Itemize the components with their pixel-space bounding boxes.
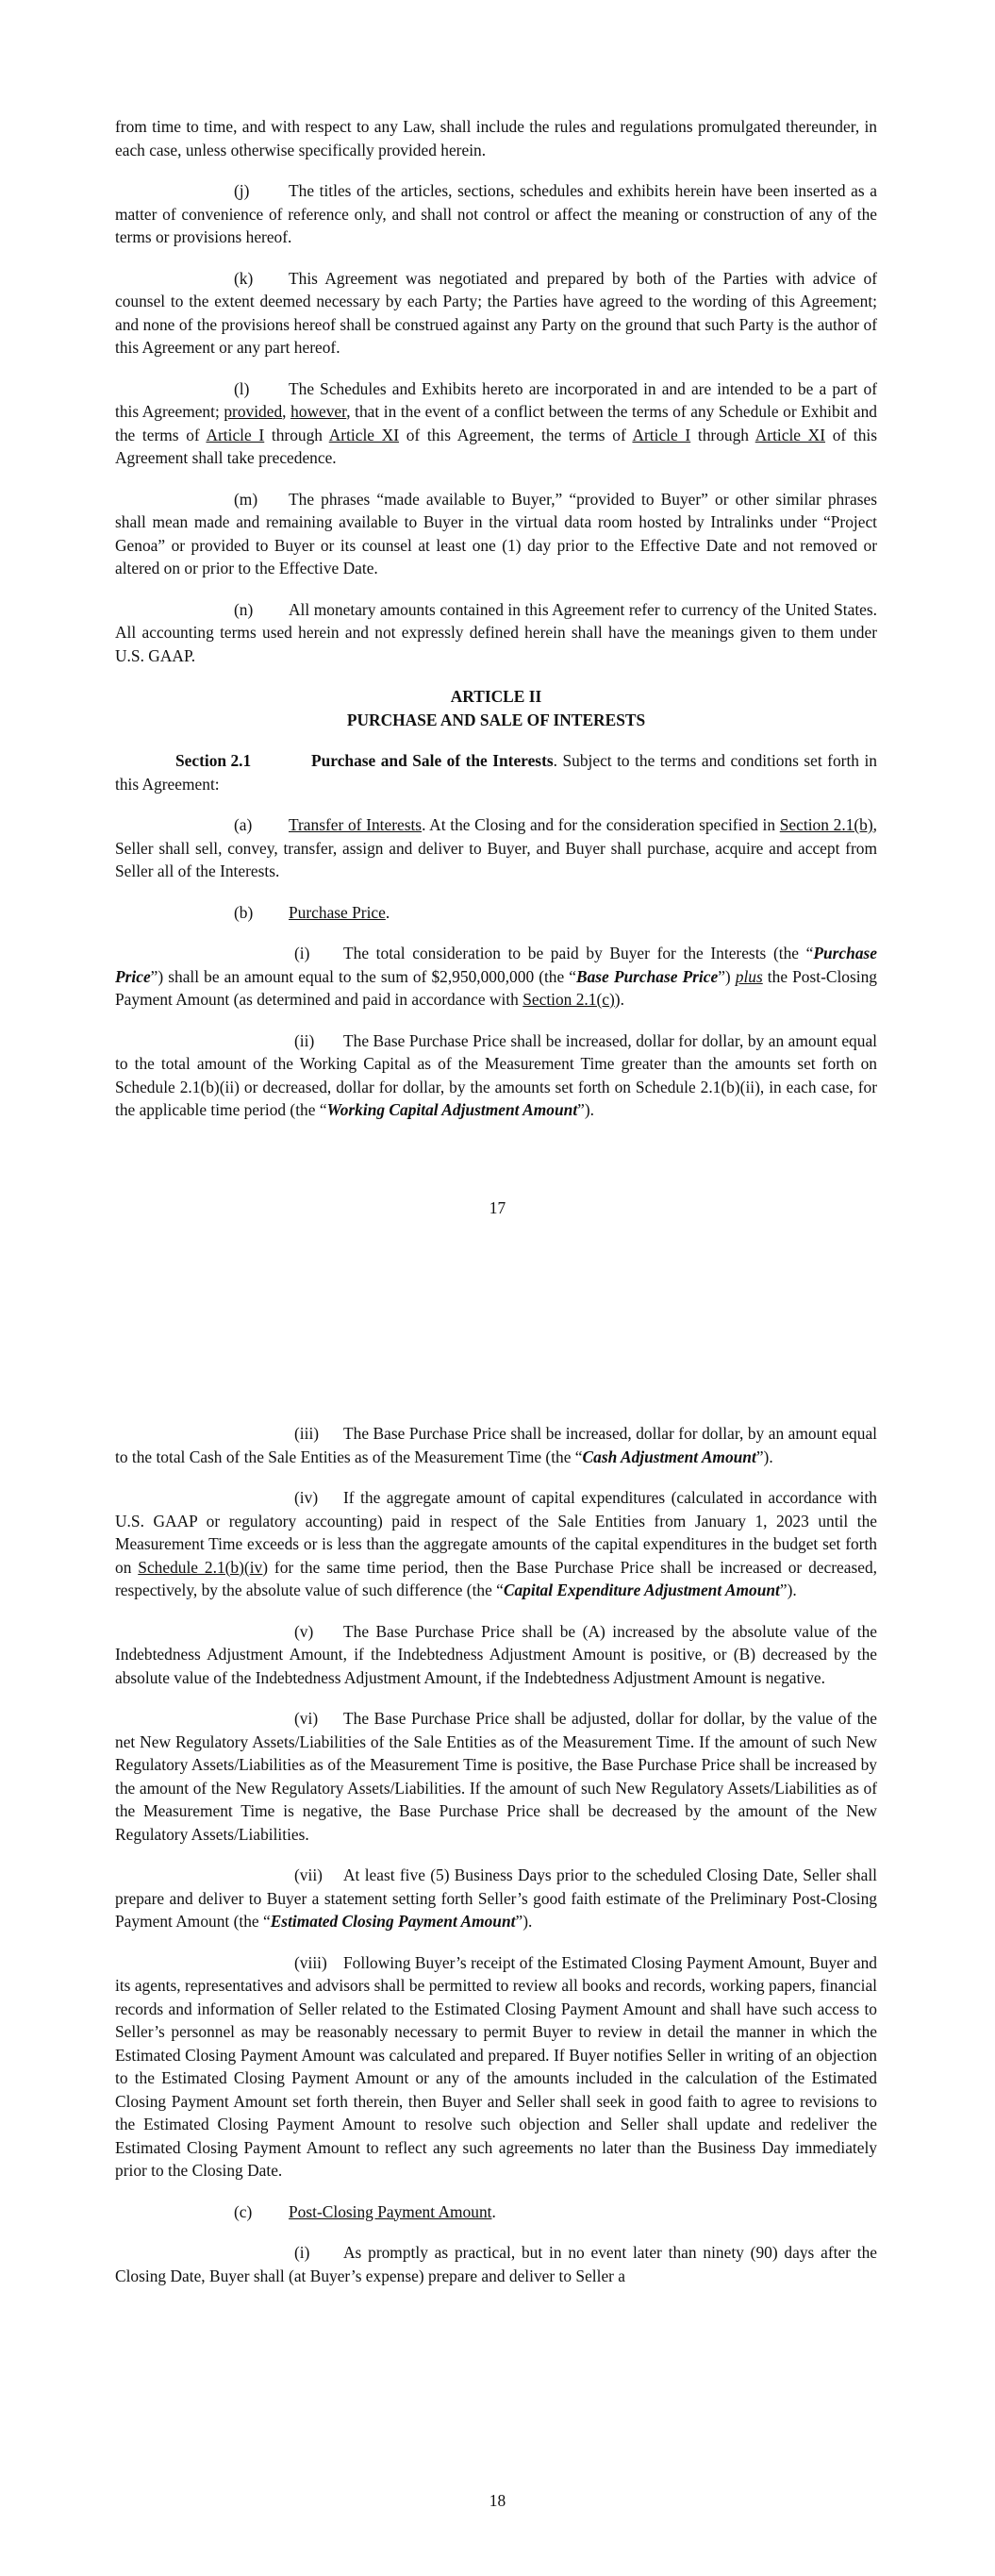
clause-label: (b) [234, 902, 254, 922]
underlined-term: however [290, 402, 347, 421]
section-reference: Section 2.1(b) [779, 815, 873, 834]
clause-b-iii [115, 1422, 877, 1468]
clause-text: Following Buyer’s receipt of the Estimated Closing Payment Amount, Buyer and its agents, representatives and advisors shall be permitted to review all books and records, working papers, financial records and information of Seller related to the Estimated Closing Payment Amount and shall have such access to Seller’s personnel as may be reasonably necessary to permit Buyer to review in detail the manner in which the Estimated Closing Payment Amount was calculated and prepared. If Buyer notifies Seller in writing of an objection to the Estimated Closing Payment Amount or any of the amounts included in the calculation of the Estimated Closing Payment Amount set forth therein, then Buyer and Seller shall seek in good faith to agree to revisions to the Estimated Closing Payment Amount to resolve such objection and Seller shall update and redeliver the Estimated Closing Payment Amount to reflect any such agreements no later than the Business Day immediately prior to the Closing Date. [115, 1952, 877, 2180]
clause-text: ”). [755, 1447, 773, 1466]
clause-text: . At the Closing and for the consideration specified in [422, 815, 780, 834]
clause-l [115, 377, 877, 470]
clause-text: The Schedules and Exhibits hereto are incorporated in and are intended to be a part of this Agreement; [115, 378, 877, 421]
clause-text: The Base Purchase Price shall be adjusted, dollar for dollar, by the value of the net New Regulatory Assets/Liabilities of the Sale Entities as of the Measurement Time. If the amount of such New Regulatory Assets/Liabilities as of the Measurement Time is positive, the Base Purchase Price shall be increased by the amount of the New Regulatory Assets/Liabilities. If the amount of such New Regulatory Assets/Liabilities as of the Measurement Time is negative, the Base Purchase Price shall be decreased by the amount of the New Regulatory Assets/Liabilities. [115, 1709, 877, 1844]
clause-text: The Base Purchase Price shall be (A) increased by the absolute value of the Indebtedness Adjustment Amount, if the Indebtedness Adjustment Amount is positive, or (B) decreased by the absolute value of the Indebtedness Adjustment Amount, if the Indebtedness Adjustment Amount is negative. [115, 1621, 877, 1687]
clause-label: (c) [234, 2201, 253, 2221]
clause-label: (ii) [294, 1030, 315, 1050]
clause-b-ii [115, 1029, 877, 1122]
clause-label: (a) [234, 815, 253, 834]
clause-text: The phrases “made available to Buyer,” “provided to Buyer” or other similar phrases shall mean made and remaining available to Buyer in the virtual data room hosted by Intralinks under “Project Genoa” or provided to Buyer or its counsel at least one (1) day prior to the Effective Date and not removed or altered on or prior to the Effective Date. [115, 489, 877, 577]
article-reference: Article I [206, 425, 265, 444]
clause-label: (v) [294, 1621, 314, 1641]
underlined-term: provided [224, 402, 283, 421]
clause-b-vi [115, 1707, 877, 1846]
clause-text: through [264, 425, 329, 444]
clause-text: This Agreement was negotiated and prepared by both of the Parties with advice of counsel to the extent deemed necessary by each Party; the Parties have agreed to the wording of this Agreement; and none of the provisions hereof shall be construed against any Party on the ground that such Party is the author of this Agreement or any part hereof. [115, 268, 877, 357]
clause-text: of this Agreement, the terms of [399, 425, 633, 444]
clause-b-i [115, 942, 877, 1012]
clause-text: If the aggregate amount of capital expenditures (calculated in accordance with U.S. GAAP or regulatory accounting) paid in respect of the Sale Entities from January 1, 2023 until the Measurement Time exceeds or is less than the aggregate amounts of the capital expenditures in the budget set forth on [115, 1488, 877, 1577]
clause-label: (i) [294, 944, 310, 962]
section-title: Purchase and Sale of the Interests [311, 751, 554, 770]
clause-label: (iii) [294, 1424, 320, 1443]
defined-term: Estimated Closing Payment Amount [270, 1912, 516, 1931]
clause-label: (k) [234, 268, 254, 288]
defined-term: Base Purchase Price [576, 966, 719, 986]
clause-b-viii [115, 1951, 877, 2183]
clause-text: The Base Purchase Price shall be increased, dollar for dollar, by an amount equal to the total Cash of the Sale Entities as of the Measurement Time (the “ [115, 1424, 877, 1466]
clause-text: , Seller shall sell, convey, transfer, assign and deliver to Buyer, and Buyer shall purchase, acquire and accept from Seller all of the Interests. [115, 815, 877, 880]
clause-text: the Post-Closing Payment Amount (as determined and paid in accordance with [115, 966, 877, 1009]
clause-label: (m) [234, 489, 258, 509]
clause-label: (i) [294, 2243, 310, 2262]
clause-b-iv [115, 1486, 877, 1602]
clause-text: ). [614, 990, 624, 1009]
clause-text: ”) shall be an amount equal to the sum of $2,950,000,000 (the “ [150, 966, 576, 986]
article-title: ARTICLE II [450, 687, 542, 706]
clause-label: (n) [234, 599, 254, 619]
clause-b-vii [115, 1864, 877, 1933]
section-text: . Subject to the terms and conditions set forth in this Agreement: [115, 751, 877, 794]
clause-text: The Base Purchase Price shall be increased, dollar for dollar, by an amount equal to the total amount of the Working Capital as of the Measurement Time greater than the amounts set forth on Schedule 2.1(b)(ii) or decreased, dollar for dollar, by the amounts set forth on Schedule 2.1(b)(ii), in each case, for the applicable time period (the “ [115, 1030, 877, 1119]
clause-label: (l) [234, 378, 250, 398]
clause-text: . [385, 902, 390, 922]
clause-title: Transfer of Interests [289, 815, 423, 834]
page-17-body [115, 115, 877, 1122]
clause-text: , that in the event of a conflict between the terms of any Schedule or Exhibit and the terms of [115, 402, 878, 444]
clause-text: As promptly as practical, but in no event later than ninety (90) days after the Closing Date, Buyer shall (at Buyer’s expense) prepare and deliver to Seller a [115, 2243, 877, 2285]
defined-term: Cash Adjustment Amount [582, 1447, 756, 1466]
article-reference: Article I [632, 425, 691, 444]
clause-text: through [690, 425, 755, 444]
clause-label: (viii) [294, 1952, 327, 1972]
clause-text: , [282, 402, 291, 421]
document-page-18 [0, 1288, 995, 2576]
clause-text: ”) [718, 966, 736, 986]
clause-label: (j) [234, 181, 250, 200]
defined-term: Purchase Price [115, 944, 877, 986]
clause-title: Post-Closing Payment Amount [289, 2201, 492, 2221]
section-number: Section 2.1 [175, 751, 252, 770]
defined-term: Capital Expenditure Adjustment Amount [503, 1581, 780, 1599]
clause-text: The total consideration to be paid by Buyer for the Interests (the “ [343, 944, 814, 962]
clause-c-i [115, 2241, 877, 2287]
section-reference: Section 2.1(c) [522, 990, 615, 1009]
clause-text: The titles of the articles, sections, schedules and exhibits herein have been inserted as a matter of convenience of reference only, and shall not control or affect the meaning or construction of any of the terms or provisions hereof. [115, 181, 877, 246]
clause-text: ”). [779, 1581, 797, 1599]
clause-m [115, 488, 877, 580]
page-18-body [115, 1422, 877, 2287]
clause-text: of this Agreement shall take precedence. [115, 425, 878, 467]
clause-c [115, 2200, 877, 2224]
clause-text: ”). [515, 1912, 533, 1931]
clause-k [115, 267, 877, 360]
emphasis-term: plus [735, 966, 763, 986]
page-number: 18 [489, 2491, 506, 2510]
clause-label: (iv) [294, 1488, 319, 1507]
article-reference: Article XI [755, 425, 826, 444]
defined-term: Working Capital Adjustment Amount [326, 1100, 578, 1119]
clause-label: (vi) [294, 1709, 319, 1728]
article-subtitle: PURCHASE AND SALE OF INTERESTS [346, 710, 646, 729]
clause-a [115, 813, 877, 883]
clause-text: All monetary amounts contained in this Agreement refer to currency of the United States. All accounting terms used herein and not expressly defined herein shall have the meanings given to them under U.S. GAAP. [115, 599, 877, 665]
section-2-1 [115, 749, 877, 795]
clause-b [115, 901, 877, 925]
clause-label: (vii) [294, 1865, 323, 1884]
clause-b-v [115, 1620, 877, 1690]
article-reference: Article XI [328, 425, 400, 444]
paragraph-continuation: from time to time, and with respect to any Law, shall include the rules and regulations promulgated thereunder, in each case, unless otherwise specifically provided herein. [115, 117, 877, 159]
schedule-reference: Schedule 2.1(b)(iv) [138, 1557, 269, 1577]
clause-text: At least five (5) Business Days prior to the scheduled Closing Date, Seller shall prepare and deliver to Buyer a statement setting forth Seller’s good faith estimate of the Preliminary Post-Closing Payment Amount (the “ [115, 1865, 877, 1931]
clause-title: Purchase Price [289, 902, 386, 922]
clause-text: for the same time period, then the Base Purchase Price shall be increased or decreased, respectively, by the absolute value of such difference (the “ [115, 1557, 877, 1599]
clause-n [115, 598, 877, 668]
clause-text: ”). [577, 1100, 595, 1119]
page-number: 17 [489, 1198, 506, 1217]
clause-text: . [491, 2201, 496, 2221]
clause-j [115, 179, 877, 249]
